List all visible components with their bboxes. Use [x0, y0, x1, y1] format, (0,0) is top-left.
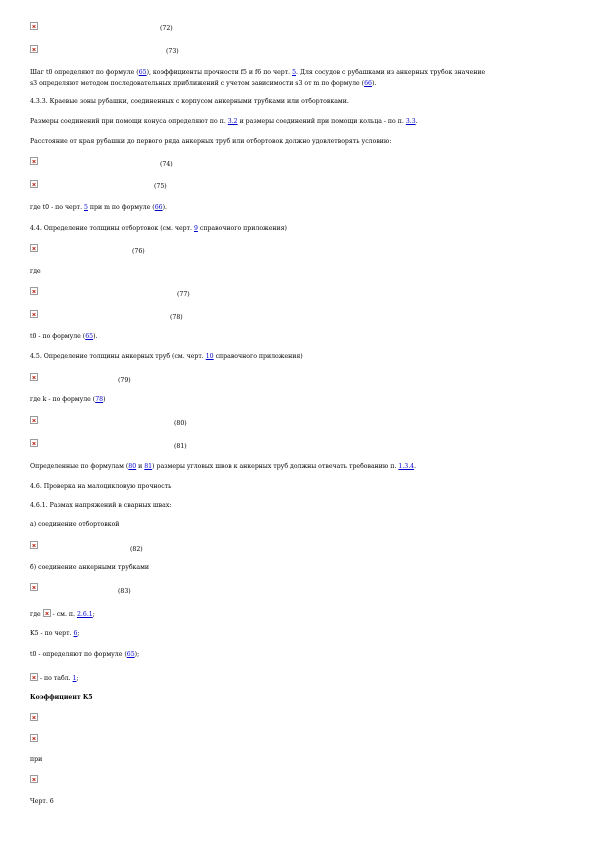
formula-image-icon — [30, 45, 38, 53]
drawing-link[interactable]: 10 — [205, 353, 214, 360]
table-link[interactable]: 1 — [72, 675, 77, 682]
equation-number: (81) — [174, 443, 187, 450]
paragraph: s3 определяют методом последовательных приближений с учетом зависимости s3 от m по формуле (66). — [30, 80, 377, 87]
paragraph: при — [30, 756, 43, 763]
section-heading: 4.4. Определение толщины отбортовок (см. черт. 9 справочного приложения) — [30, 225, 287, 232]
section-heading: 4.5. Определение толщины анкерных труб (см. черт. 10 справочного приложения) — [30, 353, 303, 360]
equation-number: (82) — [130, 546, 143, 553]
formula-image-icon — [30, 22, 38, 30]
paragraph: Шаг t0 определяют по формуле (65), коэффициенты прочности f5 и f6 по черт. 5. Для сосудов с рубашками из анкерных трубок значение — [30, 69, 486, 76]
paragraph: где — [30, 268, 41, 275]
formula-image-icon — [43, 609, 51, 617]
formula-image-icon — [30, 734, 38, 742]
drawing-link[interactable]: 5 — [292, 69, 297, 76]
section-link[interactable]: 1.3.4 — [398, 463, 415, 470]
section-link[interactable]: 3.3 — [405, 118, 416, 125]
formula-link[interactable]: 78 — [95, 396, 104, 403]
drawing-link[interactable]: 5 — [84, 204, 88, 211]
drawing-link[interactable]: 9 — [193, 225, 198, 232]
paragraph: Определенные по формулам (80 и 81) размеры угловых швов к анкерных труб должны отвечать требованию п. 1.3.4. — [30, 463, 417, 470]
formula-image-icon — [30, 713, 38, 721]
paragraph: где t0 - по черт. 5 при m по формуле (66). — [30, 204, 167, 211]
equation-number: (73) — [166, 48, 179, 55]
formula-link[interactable]: 66 — [154, 204, 163, 211]
paragraph: Расстояние от края рубашки до первого ряда анкерных труб или отбортовок должно удовлетворять условию: — [30, 138, 392, 145]
paragraph: t0 - определяют по формуле (65); — [30, 651, 140, 658]
formula-image-icon — [30, 244, 38, 252]
drawing-link[interactable]: 6 — [73, 630, 78, 637]
paragraph: - по табл. 1; — [30, 673, 79, 683]
formula-image-icon — [30, 157, 38, 165]
formula-image-icon — [30, 373, 38, 381]
formula-link[interactable]: 65 — [126, 651, 135, 658]
equation-number: (75) — [154, 183, 167, 190]
formula-link[interactable]: 80 — [128, 463, 137, 470]
equation-number: (83) — [118, 588, 131, 595]
formula-link[interactable]: 81 — [144, 463, 153, 470]
equation-number: (76) — [132, 248, 145, 255]
formula-image-icon — [30, 541, 38, 549]
paragraph: t0 - по формуле (65). — [30, 333, 98, 340]
equation-number: (78) — [170, 314, 183, 321]
formula-link[interactable]: 66 — [364, 80, 372, 87]
equation-number: (74) — [160, 161, 173, 168]
paragraph: а) соединение отбортовкой — [30, 521, 120, 528]
equation-number: (80) — [174, 420, 187, 427]
formula-image-icon — [30, 439, 38, 447]
paragraph: Размеры соединений при помощи конуса определяют по п. 3.2 и размеры соединений при помощи кольца - по п. 3.3. — [30, 118, 418, 125]
paragraph: б) соединение анкерными трубками — [30, 564, 150, 571]
formula-image-icon — [30, 287, 38, 295]
table-caption: Коэффициент K5 — [30, 694, 93, 701]
equation-number: (72) — [160, 25, 173, 32]
equation-number: (77) — [177, 291, 190, 298]
paragraph: где - см. п. 2.6.1; — [30, 611, 95, 618]
section-heading: 4.6. Проверка на малоцикловую прочность — [30, 483, 172, 490]
paragraph: где k - по формуле (78) — [30, 396, 106, 403]
equation-number: (79) — [118, 377, 131, 384]
paragraph: K5 - по черт. 6; — [30, 630, 80, 637]
figure-image-icon — [30, 775, 38, 783]
section-link[interactable]: 3.2 — [227, 118, 238, 125]
formula-image-icon — [30, 583, 38, 591]
formula-link[interactable]: 65 — [85, 333, 94, 340]
formula-image-icon — [30, 310, 38, 318]
section-heading: 4.3.3. Краевые зоны рубашки, соединенных с корпусом анкерными трубками или отбортовками. — [30, 98, 349, 105]
section-heading: 4.6.1. Размах напряжений в сварных швах: — [30, 502, 172, 509]
formula-link[interactable]: 65 — [138, 69, 147, 76]
formula-image-icon — [30, 180, 38, 188]
formula-image-icon — [30, 673, 38, 681]
formula-image-icon — [30, 416, 38, 424]
figure-caption: Черт. 6 — [30, 798, 54, 805]
section-link[interactable]: 2.6.1 — [76, 611, 93, 618]
